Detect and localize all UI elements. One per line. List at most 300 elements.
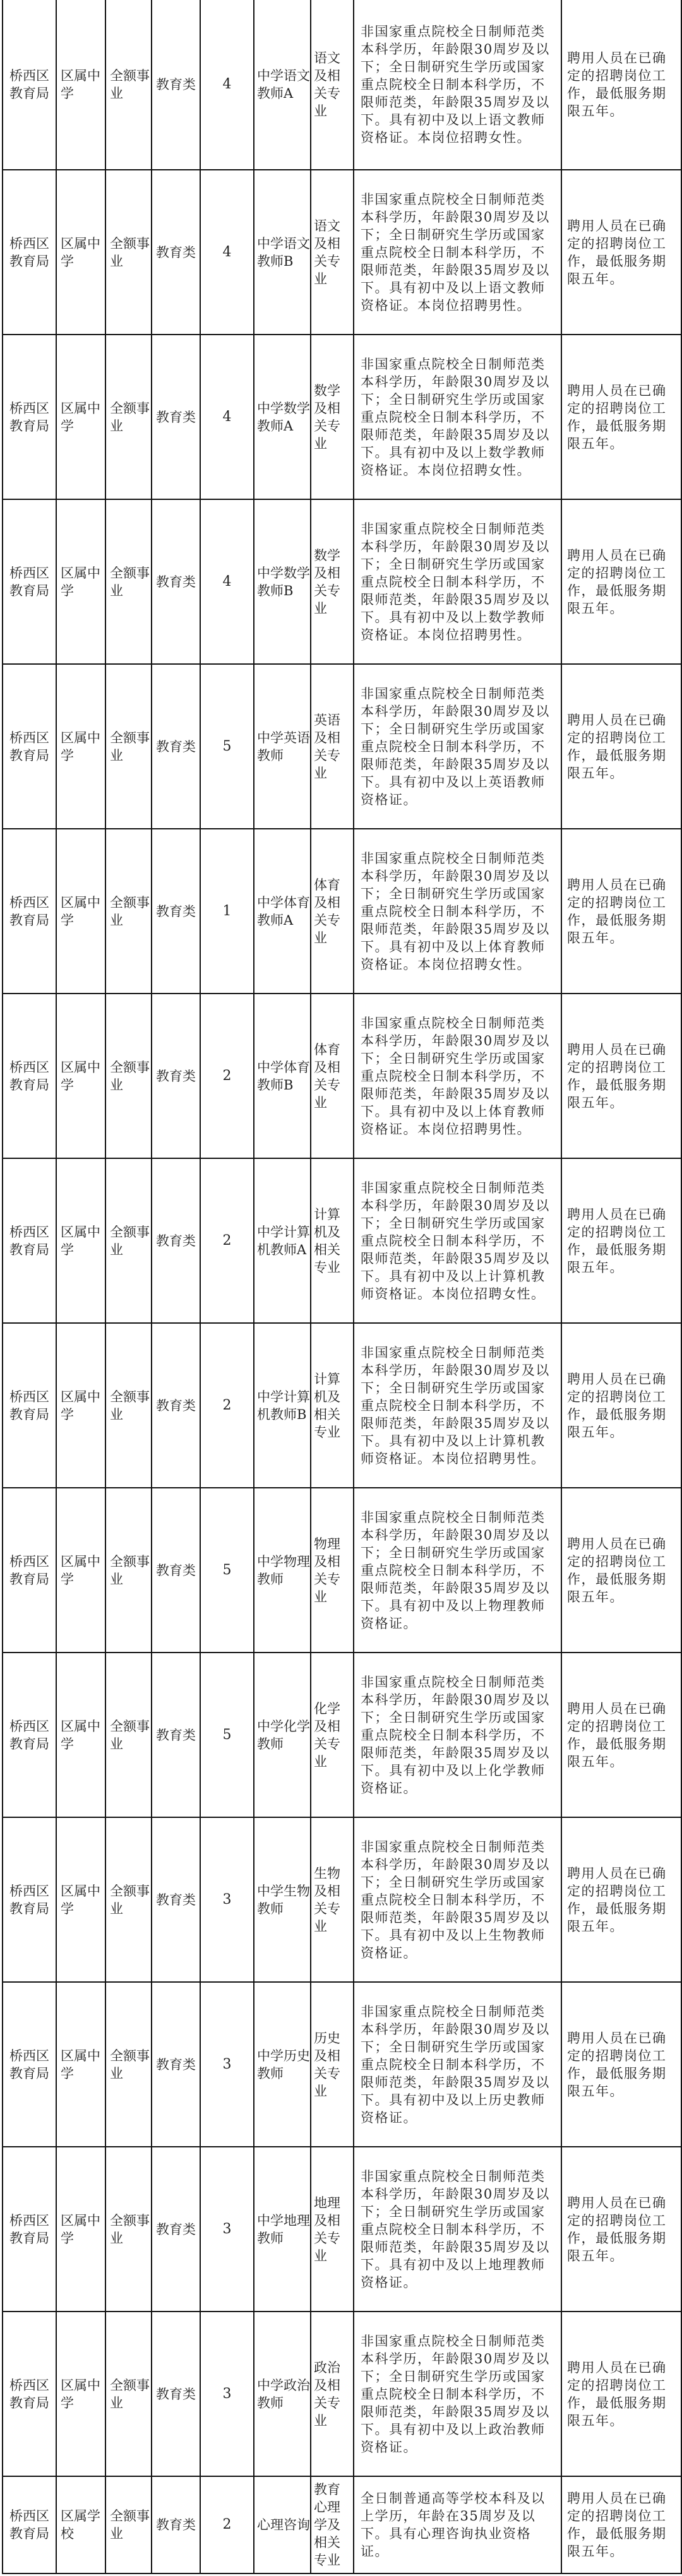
count-cell — [200, 2476, 254, 2573]
funding-cell — [105, 664, 152, 829]
funding-cell — [105, 1158, 152, 1323]
count-cell — [200, 2312, 254, 2476]
note-text: 聘用人员在已确定的招聘岗位工作，最低服务期限五年。 — [567, 2359, 667, 2428]
requirement-cell — [354, 1158, 561, 1323]
position-cell — [254, 2476, 311, 2573]
position-cell — [254, 1653, 311, 1817]
requirement-text: 非国家重点院校全日制师范类本科学历，年龄限30周岁及以下；全日制研究生学历或国家重点院校全日制本科学历，不限师范类，年龄限35周岁及以下。具有初中及以上政治教师资格证。 — [361, 2333, 550, 2455]
requirement-cell — [354, 170, 561, 335]
table-row — [3, 335, 681, 499]
requirement-cell — [354, 1323, 561, 1488]
requirement-text: 非国家重点院校全日制师范类本科学历，年龄限30周岁及以下；全日制研究生学历或国家重点院校全日制本科学历，不限师范类，年龄限35周岁及以下。具有初中及以上物理教师资格证。 — [361, 1509, 550, 1631]
count-text: 4 — [222, 244, 232, 260]
category-cell — [152, 2312, 200, 2476]
unit-text: 区属学校 — [61, 2508, 100, 2541]
position-text: 中学历史教师 — [257, 2048, 310, 2081]
unit-text: 区属中学 — [61, 1059, 100, 1093]
position-cell — [254, 335, 311, 499]
major-text: 英语及相关专业 — [314, 712, 340, 781]
count-text: 2 — [222, 2517, 232, 2532]
major-cell — [311, 499, 354, 664]
org-text: 桥西区教育局 — [9, 2377, 49, 2411]
requirement-text: 非国家重点院校全日制师范类本科学历，年龄限30周岁及以下；全日制研究生学历或国家重点院校全日制本科学历，不限师范类，年龄限35周岁及以下。具有初中及以上历史教师资格证。 — [361, 2003, 550, 2125]
org-cell — [3, 829, 56, 994]
org-cell — [3, 2147, 56, 2312]
note-text: 聘用人员在已确定的招聘岗位工作，最低服务期限五年。 — [567, 547, 667, 616]
count-text: 4 — [222, 573, 232, 590]
org-text: 桥西区教育局 — [9, 2212, 49, 2246]
category-text: 教育类 — [156, 2386, 196, 2402]
category-cell — [152, 1817, 200, 1982]
category-cell — [152, 1653, 200, 1817]
funding-cell — [105, 1817, 152, 1982]
org-cell — [3, 664, 56, 829]
major-text: 数学及相关专业 — [314, 383, 340, 451]
org-text: 桥西区教育局 — [9, 400, 49, 434]
requirement-cell — [354, 2312, 561, 2476]
count-text: 3 — [222, 1891, 232, 1908]
major-cell — [311, 2312, 354, 2476]
unit-text: 区属中学 — [61, 894, 100, 928]
requirement-cell — [354, 0, 561, 170]
requirement-cell — [354, 499, 561, 664]
org-text: 桥西区教育局 — [9, 1553, 49, 1587]
count-cell — [200, 1653, 254, 1817]
org-text: 桥西区教育局 — [9, 1224, 49, 1257]
funding-cell — [105, 829, 152, 994]
position-cell — [254, 2147, 311, 2312]
count-text: 2 — [222, 1067, 232, 1084]
note-cell — [561, 2147, 681, 2312]
requirement-cell — [354, 994, 561, 1158]
requirement-text: 非国家重点院校全日制师范类本科学历，年龄限30周岁及以下；全日制研究生学历或国家重点院校全日制本科学历，不限师范类，年龄限35周岁及以下。具有初中及以上体育教师资格证。本岗位招聘女性。 — [361, 850, 550, 972]
unit-cell — [56, 829, 105, 994]
org-text: 桥西区教育局 — [9, 1718, 49, 1752]
major-text: 语文及相关专业 — [314, 218, 340, 287]
funding-text: 全额事业 — [110, 1224, 150, 1257]
funding-text: 全额事业 — [110, 2048, 150, 2081]
org-cell — [3, 994, 56, 1158]
unit-cell — [56, 1653, 105, 1817]
org-cell — [3, 1158, 56, 1323]
count-cell — [200, 2147, 254, 2312]
org-cell — [3, 1817, 56, 1982]
table-row — [3, 664, 681, 829]
count-text: 5 — [222, 1562, 232, 1578]
count-text: 4 — [222, 76, 232, 92]
org-text: 桥西区教育局 — [9, 235, 49, 269]
table-row — [3, 1817, 681, 1982]
requirement-text: 非国家重点院校全日制师范类本科学历，年龄限30周岁及以下；全日制研究生学历或国家重点院校全日制本科学历，不限师范类，年龄限35周岁及以下。具有初中及以上英语教师资格证。 — [361, 686, 550, 807]
org-cell — [3, 1982, 56, 2147]
funding-cell — [105, 2476, 152, 2573]
major-text: 体育及相关专业 — [314, 1042, 340, 1110]
position-text: 中学计算机教师B — [257, 1389, 310, 1422]
org-text: 桥西区教育局 — [9, 1389, 49, 1422]
funding-cell — [105, 1488, 152, 1653]
count-text: 5 — [222, 1726, 232, 1743]
category-cell — [152, 335, 200, 499]
funding-cell — [105, 1982, 152, 2147]
count-text: 3 — [222, 2056, 232, 2072]
requirement-text: 非国家重点院校全日制师范类本科学历，年龄限30周岁及以下；全日制研究生学历或国家重点院校全日制本科学历，不限师范类，年龄限35周岁及以下。具有初中及以上语文教师资格证。本岗位招聘女性。 — [361, 24, 550, 145]
note-text: 聘用人员在已确定的招聘岗位工作，最低服务期限五年。 — [567, 2491, 667, 2559]
unit-text: 区属中学 — [61, 68, 100, 101]
org-cell — [3, 0, 56, 170]
major-cell — [311, 1817, 354, 1982]
note-cell — [561, 0, 681, 170]
position-cell — [254, 1158, 311, 1323]
position-cell — [254, 1817, 311, 1982]
position-text: 中学体育教师A — [257, 894, 310, 928]
org-text: 桥西区教育局 — [9, 2508, 49, 2541]
category-text: 教育类 — [156, 574, 196, 590]
major-text: 语文及相关专业 — [314, 50, 340, 119]
requirement-text: 非国家重点院校全日制师范类本科学历，年龄限30周岁及以下；全日制研究生学历或国家重点院校全日制本科学历，不限师范类，年龄限35周岁及以下。具有初中及以上计算机教师资格证。本岗位招聘男性。 — [361, 1344, 550, 1466]
funding-cell — [105, 1323, 152, 1488]
table-row — [3, 170, 681, 335]
requirement-cell — [354, 1817, 561, 1982]
note-cell — [561, 2312, 681, 2476]
table-row — [3, 1323, 681, 1488]
category-cell — [152, 1323, 200, 1488]
requirement-text: 非国家重点院校全日制师范类本科学历，年龄限30周岁及以下；全日制研究生学历或国家重点院校全日制本科学历，不限师范类，年龄限35周岁及以下。具有初中及以上化学教师资格证。 — [361, 1674, 550, 1796]
position-text: 心理咨询 — [257, 2517, 310, 2532]
unit-cell — [56, 1488, 105, 1653]
major-text: 体育及相关专业 — [314, 877, 340, 946]
table-row — [3, 0, 681, 170]
count-cell — [200, 829, 254, 994]
category-cell — [152, 664, 200, 829]
note-text: 聘用人员在已确定的招聘岗位工作，最低服务期限五年。 — [567, 1371, 667, 1440]
funding-cell — [105, 0, 152, 170]
unit-text: 区属中学 — [61, 565, 100, 598]
position-text: 中学化学教师 — [257, 1718, 310, 1752]
unit-text: 区属中学 — [61, 730, 100, 763]
major-text: 生物及相关专业 — [314, 1865, 340, 1934]
major-cell — [311, 170, 354, 335]
note-cell — [561, 664, 681, 829]
category-cell — [152, 2147, 200, 2312]
org-text: 桥西区教育局 — [9, 1883, 49, 1916]
count-cell — [200, 170, 254, 335]
unit-text: 区属中学 — [61, 2377, 100, 2411]
major-text: 地理及相关专业 — [314, 2195, 340, 2264]
unit-text: 区属中学 — [61, 1224, 100, 1257]
count-text: 1 — [222, 903, 232, 919]
requirement-cell — [354, 1982, 561, 2147]
major-cell — [311, 664, 354, 829]
funding-text: 全额事业 — [110, 68, 150, 101]
requirement-text: 非国家重点院校全日制师范类本科学历，年龄限30周岁及以下；全日制研究生学历或国家重点院校全日制本科学历，不限师范类，年龄限35周岁及以下。具有初中及以上语文教师资格证。本岗位招聘男性。 — [361, 191, 550, 313]
funding-text: 全额事业 — [110, 2377, 150, 2411]
major-text: 教育心理学及相关专业 — [314, 2482, 340, 2568]
major-cell — [311, 2476, 354, 2573]
position-text: 中学语文教师B — [257, 235, 310, 269]
org-text: 桥西区教育局 — [9, 2048, 49, 2081]
major-text: 物理及相关专业 — [314, 1536, 340, 1605]
unit-cell — [56, 2312, 105, 2476]
requirement-text: 非国家重点院校全日制师范类本科学历，年龄限30周岁及以下；全日制研究生学历或国家重点院校全日制本科学历，不限师范类，年龄限35周岁及以下。具有初中及以上数学教师资格证。本岗位招聘男性。 — [361, 521, 550, 643]
major-text: 历史及相关专业 — [314, 2030, 340, 2099]
funding-cell — [105, 170, 152, 335]
category-text: 教育类 — [156, 1562, 196, 1578]
major-text: 化学及相关专业 — [314, 1701, 340, 1769]
requirement-text: 非国家重点院校全日制师范类本科学历，年龄限30周岁及以下；全日制研究生学历或国家重点院校全日制本科学历，不限师范类，年龄限35周岁及以下。具有初中及以上数学教师资格证。本岗位招聘女性。 — [361, 356, 550, 478]
major-cell — [311, 994, 354, 1158]
funding-text: 全额事业 — [110, 400, 150, 434]
count-cell — [200, 664, 254, 829]
unit-text: 区属中学 — [61, 1883, 100, 1916]
position-cell — [254, 994, 311, 1158]
category-cell — [152, 994, 200, 1158]
table-row — [3, 1488, 681, 1653]
position-cell — [254, 2312, 311, 2476]
category-cell — [152, 0, 200, 170]
requirement-cell — [354, 335, 561, 499]
unit-text: 区属中学 — [61, 2048, 100, 2081]
funding-text: 全额事业 — [110, 235, 150, 269]
note-cell — [561, 829, 681, 994]
funding-text: 全额事业 — [110, 1059, 150, 1093]
note-cell — [561, 1488, 681, 1653]
note-text: 聘用人员在已确定的招聘岗位工作，最低服务期限五年。 — [567, 1206, 667, 1275]
major-cell — [311, 0, 354, 170]
position-cell — [254, 1323, 311, 1488]
category-text: 教育类 — [156, 244, 196, 260]
requirement-text: 非国家重点院校全日制师范类本科学历，年龄限30周岁及以下；全日制研究生学历或国家重点院校全日制本科学历，不限师范类，年龄限35周岁及以下。具有初中及以上生物教师资格证。 — [361, 1839, 550, 1961]
position-text: 中学英语教师 — [257, 730, 310, 763]
unit-text: 区属中学 — [61, 1553, 100, 1587]
unit-cell — [56, 2147, 105, 2312]
note-cell — [561, 1817, 681, 1982]
org-cell — [3, 1323, 56, 1488]
note-cell — [561, 499, 681, 664]
note-cell — [561, 2476, 681, 2573]
org-cell — [3, 1488, 56, 1653]
major-cell — [311, 2147, 354, 2312]
recruitment-table — [2, 0, 682, 2574]
unit-cell — [56, 170, 105, 335]
major-cell — [311, 1653, 354, 1817]
major-cell — [311, 1158, 354, 1323]
unit-cell — [56, 664, 105, 829]
position-cell — [254, 170, 311, 335]
funding-cell — [105, 2312, 152, 2476]
category-text: 教育类 — [156, 1727, 196, 1743]
funding-cell — [105, 1653, 152, 1817]
position-cell — [254, 1488, 311, 1653]
funding-text: 全额事业 — [110, 1553, 150, 1587]
note-text: 聘用人员在已确定的招聘岗位工作，最低服务期限五年。 — [567, 1042, 667, 1110]
org-cell — [3, 2476, 56, 2573]
major-text: 计算机及相关专业 — [314, 1206, 340, 1275]
category-cell — [152, 1982, 200, 2147]
unit-text: 区属中学 — [61, 2212, 100, 2246]
category-text: 教育类 — [156, 77, 196, 92]
org-cell — [3, 499, 56, 664]
table-row — [3, 499, 681, 664]
requirement-cell — [354, 2476, 561, 2573]
count-cell — [200, 499, 254, 664]
note-cell — [561, 1158, 681, 1323]
table-row — [3, 1158, 681, 1323]
note-cell — [561, 1982, 681, 2147]
requirement-text: 非国家重点院校全日制师范类本科学历，年龄限30周岁及以下；全日制研究生学历或国家重点院校全日制本科学历，不限师范类，年龄限35周岁及以下。具有初中及以上地理教师资格证。 — [361, 2168, 550, 2290]
org-text: 桥西区教育局 — [9, 894, 49, 928]
position-cell — [254, 664, 311, 829]
category-cell — [152, 829, 200, 994]
position-text: 中学数学教师B — [257, 565, 310, 598]
table-row — [3, 2312, 681, 2476]
major-cell — [311, 829, 354, 994]
note-text: 聘用人员在已确定的招聘岗位工作，最低服务期限五年。 — [567, 877, 667, 946]
category-text: 教育类 — [156, 739, 196, 754]
funding-text: 全额事业 — [110, 565, 150, 598]
major-text: 政治及相关专业 — [314, 2359, 340, 2428]
count-text: 3 — [222, 2221, 232, 2237]
org-cell — [3, 2312, 56, 2476]
note-text: 聘用人员在已确定的招聘岗位工作，最低服务期限五年。 — [567, 2195, 667, 2264]
requirement-cell — [354, 1653, 561, 1817]
org-cell — [3, 335, 56, 499]
position-cell — [254, 0, 311, 170]
count-cell — [200, 994, 254, 1158]
funding-text: 全额事业 — [110, 2212, 150, 2246]
major-cell — [311, 1488, 354, 1653]
position-cell — [254, 499, 311, 664]
category-text: 教育类 — [156, 1892, 196, 1908]
category-text: 教育类 — [156, 2517, 196, 2532]
table-row — [3, 1653, 681, 1817]
category-text: 教育类 — [156, 903, 196, 919]
table-row — [3, 994, 681, 1158]
org-text: 桥西区教育局 — [9, 1059, 49, 1093]
funding-text: 全额事业 — [110, 730, 150, 763]
note-text: 聘用人员在已确定的招聘岗位工作，最低服务期限五年。 — [567, 218, 667, 287]
category-text: 教育类 — [156, 2221, 196, 2237]
count-cell — [200, 1817, 254, 1982]
category-cell — [152, 2476, 200, 2573]
note-text: 聘用人员在已确定的招聘岗位工作，最低服务期限五年。 — [567, 712, 667, 781]
requirement-cell — [354, 2147, 561, 2312]
category-cell — [152, 1488, 200, 1653]
major-cell — [311, 1982, 354, 2147]
funding-cell — [105, 2147, 152, 2312]
table-row — [3, 1982, 681, 2147]
position-text: 中学数学教师A — [257, 400, 310, 434]
unit-cell — [56, 1158, 105, 1323]
note-text: 聘用人员在已确定的招聘岗位工作，最低服务期限五年。 — [567, 2030, 667, 2099]
count-text: 2 — [222, 1232, 232, 1249]
table-row — [3, 2147, 681, 2312]
major-text: 计算机及相关专业 — [314, 1371, 340, 1440]
unit-text: 区属中学 — [61, 1718, 100, 1752]
funding-cell — [105, 499, 152, 664]
note-text: 聘用人员在已确定的招聘岗位工作，最低服务期限五年。 — [567, 1865, 667, 1934]
org-cell — [3, 1653, 56, 1817]
count-cell — [200, 1982, 254, 2147]
major-cell — [311, 1323, 354, 1488]
count-text: 3 — [222, 2385, 232, 2402]
unit-cell — [56, 499, 105, 664]
org-text: 桥西区教育局 — [9, 730, 49, 763]
position-cell — [254, 1982, 311, 2147]
org-text: 桥西区教育局 — [9, 68, 49, 101]
note-text: 聘用人员在已确定的招聘岗位工作，最低服务期限五年。 — [567, 50, 667, 119]
position-text: 中学政治教师 — [257, 2377, 310, 2411]
funding-text: 全额事业 — [110, 1883, 150, 1916]
org-cell — [3, 170, 56, 335]
note-cell — [561, 1323, 681, 1488]
table-body — [3, 0, 681, 2573]
count-cell — [200, 1323, 254, 1488]
category-cell — [152, 499, 200, 664]
category-cell — [152, 170, 200, 335]
category-cell — [152, 1158, 200, 1323]
funding-text: 全额事业 — [110, 1718, 150, 1752]
unit-text: 区属中学 — [61, 400, 100, 434]
org-text: 桥西区教育局 — [9, 565, 49, 598]
note-cell — [561, 335, 681, 499]
unit-cell — [56, 1817, 105, 1982]
count-text: 5 — [222, 738, 232, 754]
count-text: 2 — [222, 1397, 232, 1413]
position-text: 中学体育教师B — [257, 1059, 310, 1093]
position-text: 中学计算机教师A — [257, 1224, 310, 1257]
note-text: 聘用人员在已确定的招聘岗位工作，最低服务期限五年。 — [567, 1701, 667, 1769]
unit-cell — [56, 1323, 105, 1488]
count-cell — [200, 1488, 254, 1653]
category-text: 教育类 — [156, 2057, 196, 2072]
unit-cell — [56, 994, 105, 1158]
category-text: 教育类 — [156, 1233, 196, 1249]
note-cell — [561, 170, 681, 335]
note-text: 聘用人员在已确定的招聘岗位工作，最低服务期限五年。 — [567, 383, 667, 451]
requirement-text: 非国家重点院校全日制师范类本科学历，年龄限30周岁及以下；全日制研究生学历或国家重点院校全日制本科学历，不限师范类，年龄限35周岁及以下。具有初中及以上体育教师资格证。本岗位招聘男性。 — [361, 1015, 550, 1137]
requirement-text: 全日制普通高等学校本科及以上学历，年龄在35周岁及以下。具有心理咨询执业资格证。 — [361, 2491, 546, 2559]
note-cell — [561, 1653, 681, 1817]
position-text: 中学地理教师 — [257, 2212, 310, 2246]
note-text: 聘用人员在已确定的招聘岗位工作，最低服务期限五年。 — [567, 1536, 667, 1605]
position-text: 中学生物教师 — [257, 1883, 310, 1916]
category-text: 教育类 — [156, 409, 196, 425]
unit-cell — [56, 2476, 105, 2573]
count-cell — [200, 1158, 254, 1323]
position-cell — [254, 829, 311, 994]
note-cell — [561, 994, 681, 1158]
unit-cell — [56, 1982, 105, 2147]
funding-text: 全额事业 — [110, 2508, 150, 2541]
unit-text: 区属中学 — [61, 1389, 100, 1422]
unit-text: 区属中学 — [61, 235, 100, 269]
category-text: 教育类 — [156, 1068, 196, 1084]
unit-cell — [56, 0, 105, 170]
funding-cell — [105, 994, 152, 1158]
table-row — [3, 829, 681, 994]
requirement-cell — [354, 1488, 561, 1653]
major-text: 数学及相关专业 — [314, 547, 340, 616]
funding-cell — [105, 335, 152, 499]
count-cell — [200, 335, 254, 499]
major-cell — [311, 335, 354, 499]
requirement-cell — [354, 664, 561, 829]
unit-cell — [56, 335, 105, 499]
position-text: 中学语文教师A — [257, 68, 310, 101]
count-text: 4 — [222, 408, 232, 425]
category-text: 教育类 — [156, 1398, 196, 1413]
requirement-cell — [354, 829, 561, 994]
